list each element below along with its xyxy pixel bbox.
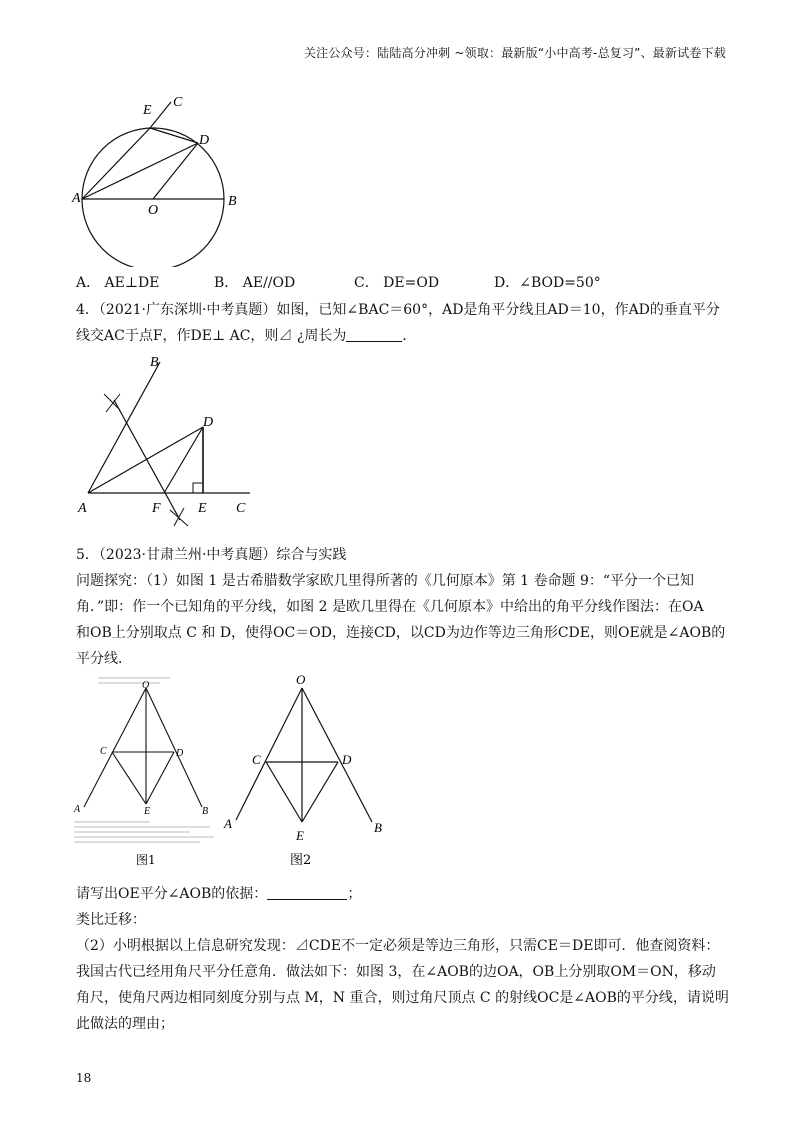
q5b-line-4: 我国古代已经用角尺平分任意角．做法如下：如图 3，在∠AOB的边OA，OB上分别取OM＝ON，移动 — [76, 964, 716, 980]
label-d: D — [342, 752, 352, 767]
q4-line-2: 线交AC于点F，作DE⊥ AC，则⊿ ¿周长为 ． — [76, 328, 417, 344]
option-b: B． AE//OD — [214, 275, 296, 291]
arc-mark-top — [104, 394, 120, 412]
segment-de — [146, 752, 174, 804]
option-c: C． DE=OD — [354, 275, 440, 291]
label-b: B — [202, 806, 209, 817]
label-e: E — [198, 501, 207, 516]
label-f: F — [152, 501, 161, 516]
label-e: E — [144, 806, 151, 817]
perpendicular-bisector — [114, 400, 180, 520]
label-e: E — [143, 103, 152, 118]
label-c: C — [236, 501, 246, 516]
ray-oa — [236, 688, 302, 820]
label-o: O — [148, 203, 159, 218]
segment-ad — [82, 143, 198, 199]
option-a: A． AE⊥DE — [76, 275, 160, 291]
q5b-line-6: 此做法的理由； — [76, 1016, 174, 1032]
ray-ab — [88, 362, 160, 493]
figure-1 — [70, 672, 220, 872]
label-d: D — [176, 748, 184, 759]
arc-mark-bottom — [170, 508, 188, 526]
q5-line-5: 平分线． — [76, 651, 132, 667]
caption-figure-1: 图1 — [136, 853, 156, 867]
label-a: A — [74, 804, 81, 815]
label-a: A — [78, 501, 87, 516]
right-angle-mark — [193, 483, 203, 493]
caption-figure-2: 图2 — [290, 853, 312, 868]
option-d: D．∠BOD=50° — [494, 275, 601, 291]
segment-ce — [112, 752, 146, 804]
q5b-line-1: 请写出OE平分∠AOB的依据： ； — [76, 886, 362, 902]
q5-line-2: 问题探究：（1）如图 1 是古希腊数学家欧几里得所著的《几何原本》第 1 卷命题 9：“平分一个已知 — [76, 573, 695, 589]
circle-figure — [70, 92, 250, 267]
segment-od — [153, 143, 198, 199]
label-a: A — [224, 816, 232, 831]
q5b-line-5: 角尺，使角尺两边相同刻度分别与点 M，N 重合，则过角尺顶点 C 的射线OC是∠AOB的平分线，请说明 — [76, 990, 729, 1006]
label-b: B — [374, 820, 382, 835]
answer-blank — [346, 327, 402, 342]
segment-ed — [150, 128, 198, 143]
page-header: 关注公众号：陆陆高分冲刺 ~领取：最新版“小中高考-总复习”、最新试卷下载 — [303, 46, 726, 60]
label-c: C — [252, 752, 261, 767]
circle-o — [82, 128, 224, 267]
answer-blank-2 — [267, 885, 347, 900]
page-number: 18 — [76, 1071, 92, 1085]
label-c: C — [100, 746, 107, 757]
q5-line-1: 5．（2023·甘肃兰州·中考真题）综合与实践 — [76, 547, 347, 563]
q5-line-4: 和OB上分别取点 C 和 D，使得OC＝OD，连接CD，以CD为边作等边三角形CDE，则OE就是∠AOB的 — [76, 625, 726, 641]
q4-line-1: 4．（2021·广东深圳·中考真题）如图，已知∠BAC＝60°，AD是角平分线且AD＝10，作AD的垂直平分 — [76, 302, 720, 318]
label-c: C — [173, 95, 183, 110]
segment-ce — [266, 762, 302, 822]
label-o: O — [296, 672, 306, 687]
label-o: O — [142, 680, 150, 691]
q5-line-3: 角．”即：作一个已知角的平分线，如图 2 是欧几里得在《几何原本》中给出的角平分线作图法：在OA — [76, 599, 704, 615]
label-a: A — [72, 191, 81, 206]
label-e: E — [296, 828, 304, 843]
q5b-line-2: 类比迁移： — [76, 912, 146, 928]
segment-de — [302, 762, 338, 822]
segment-ad — [88, 427, 203, 493]
segment-ec — [150, 102, 171, 128]
figure-2 — [222, 670, 392, 870]
label-d: D — [203, 415, 214, 430]
label-b: B — [150, 355, 159, 370]
ray-ob — [302, 688, 372, 822]
label-d: D — [199, 133, 210, 148]
label-b: B — [228, 194, 237, 209]
q5b-line-3: （2）小明根据以上信息研究发现：⊿CDE不一定必须是等边三角形，只需CE＝DE即可．他查阅资料： — [76, 938, 720, 954]
angle-figure — [70, 350, 260, 535]
